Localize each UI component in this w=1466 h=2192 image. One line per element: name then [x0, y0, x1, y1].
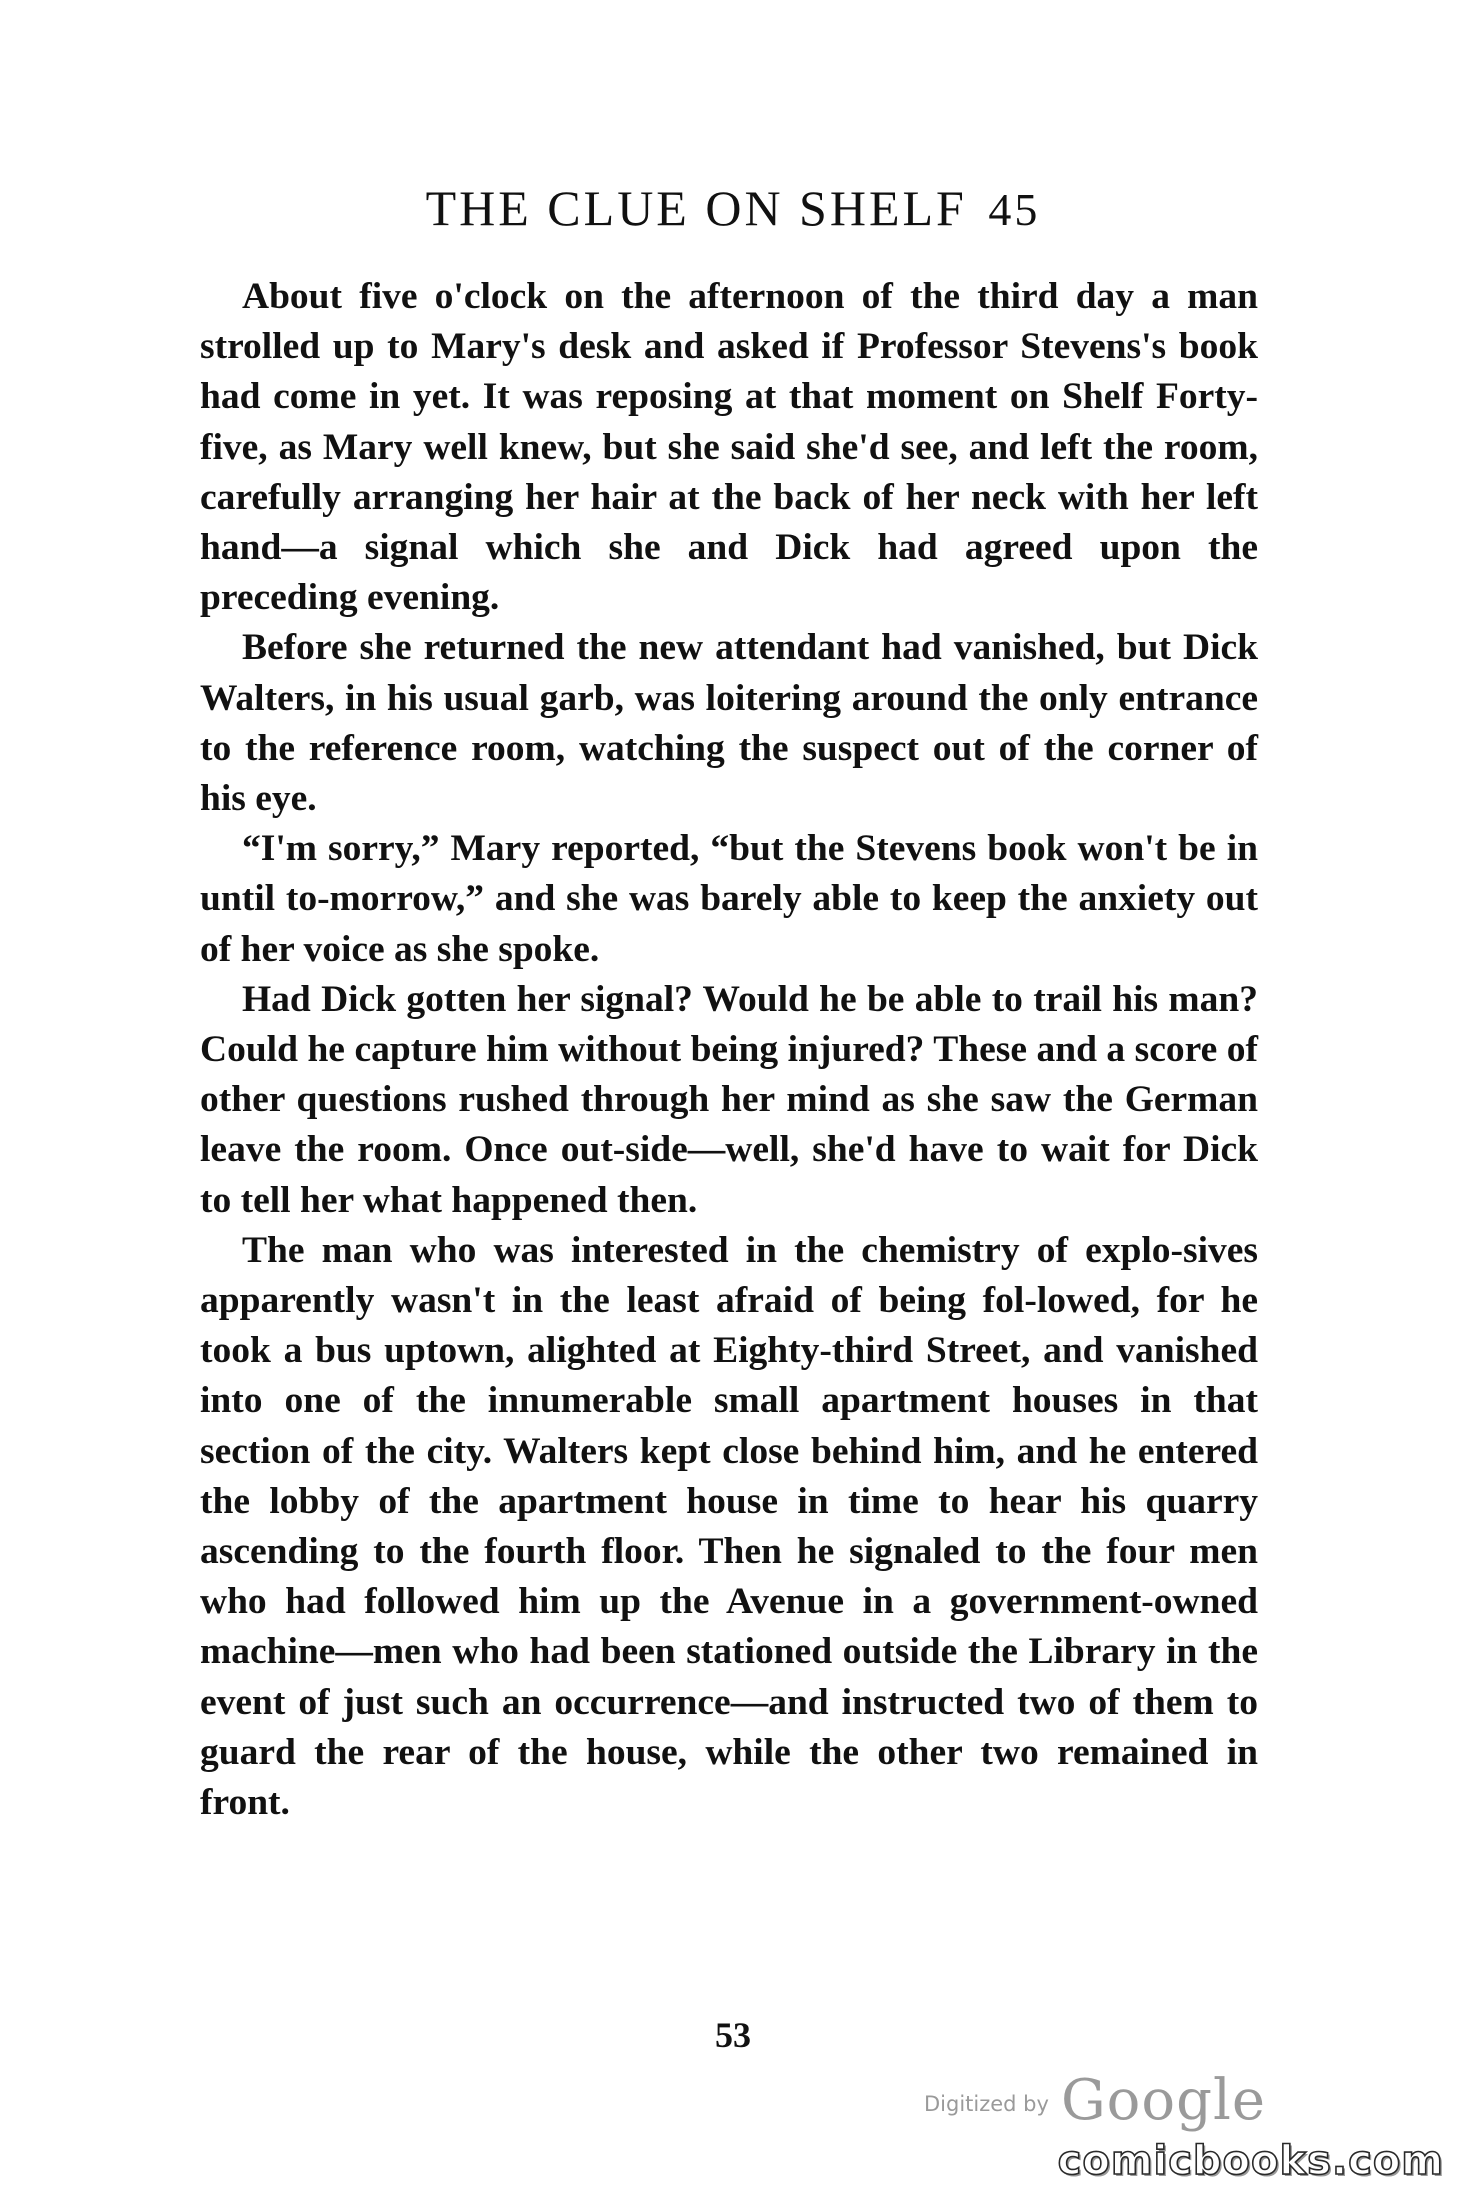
- running-head-number: 45: [988, 184, 1041, 235]
- google-logo: Google: [1060, 2068, 1266, 2133]
- page-number: 53: [715, 2015, 751, 2055]
- running-head: [0, 178, 1466, 240]
- running-head-title: THE CLUE ON SHELF: [425, 180, 967, 236]
- site-watermark: comicbooks.com: [1057, 2138, 1444, 2184]
- digitized-by-label: Digitized by: [923, 2092, 1049, 2116]
- paragraph: Before she returned the new attendant had vanished, but Dick Walters, in his usual garb, was loitering around the only entrance to the reference room, watching the suspect out of the corner of his eye.: [200, 627, 1258, 820]
- body-text: [200, 272, 1258, 1828]
- paragraph: About five o'clock on the afternoon of the third day a man strolled up to Mary's desk and asked if Professor Stevens's book had come in yet. It was reposing at that moment on Shelf Forty-five, as Mary well knew, but she said she'd see, and left the room, carefully arranging her hair at the back of her neck with her left hand—a signal which she and Dick had agreed upon the preceding evening.: [200, 276, 1258, 619]
- paragraph: The man who was interested in the chemistry of explo-sives apparently wasn't in the least afraid of being fol-lowed, for he took a bus uptown, alighted at Eighty-third Street, and vanished into one of the innumerable small apartment houses in that section of the city. Walters kept close behind him, and he entered the lobby of the apartment house in time to hear his quarry ascending to the fourth floor. Then he signaled to the four men who had followed him up the Avenue in a government-owned machine—men who had been stationed outside the Library in the event of just such an occurrence—and instructed two of them to guard the rear of the house, while the other two remained in front.: [200, 1229, 1258, 1824]
- paragraph: Had Dick gotten her signal? Would he be able to trail his man? Could he capture him without being injured? These and a score of other questions rushed through her mind as she saw the German leave the room. Once out-side—well, she'd have to wait for Dick to tell her what happened then.: [200, 978, 1258, 1221]
- paragraph: “I'm sorry,” Mary reported, “but the Stevens book won't be in until to-morrow,” and she was barely able to keep the anxiety out of her voice as she spoke.: [200, 828, 1258, 970]
- digitized-by-google-stamp: [924, 2068, 1266, 2133]
